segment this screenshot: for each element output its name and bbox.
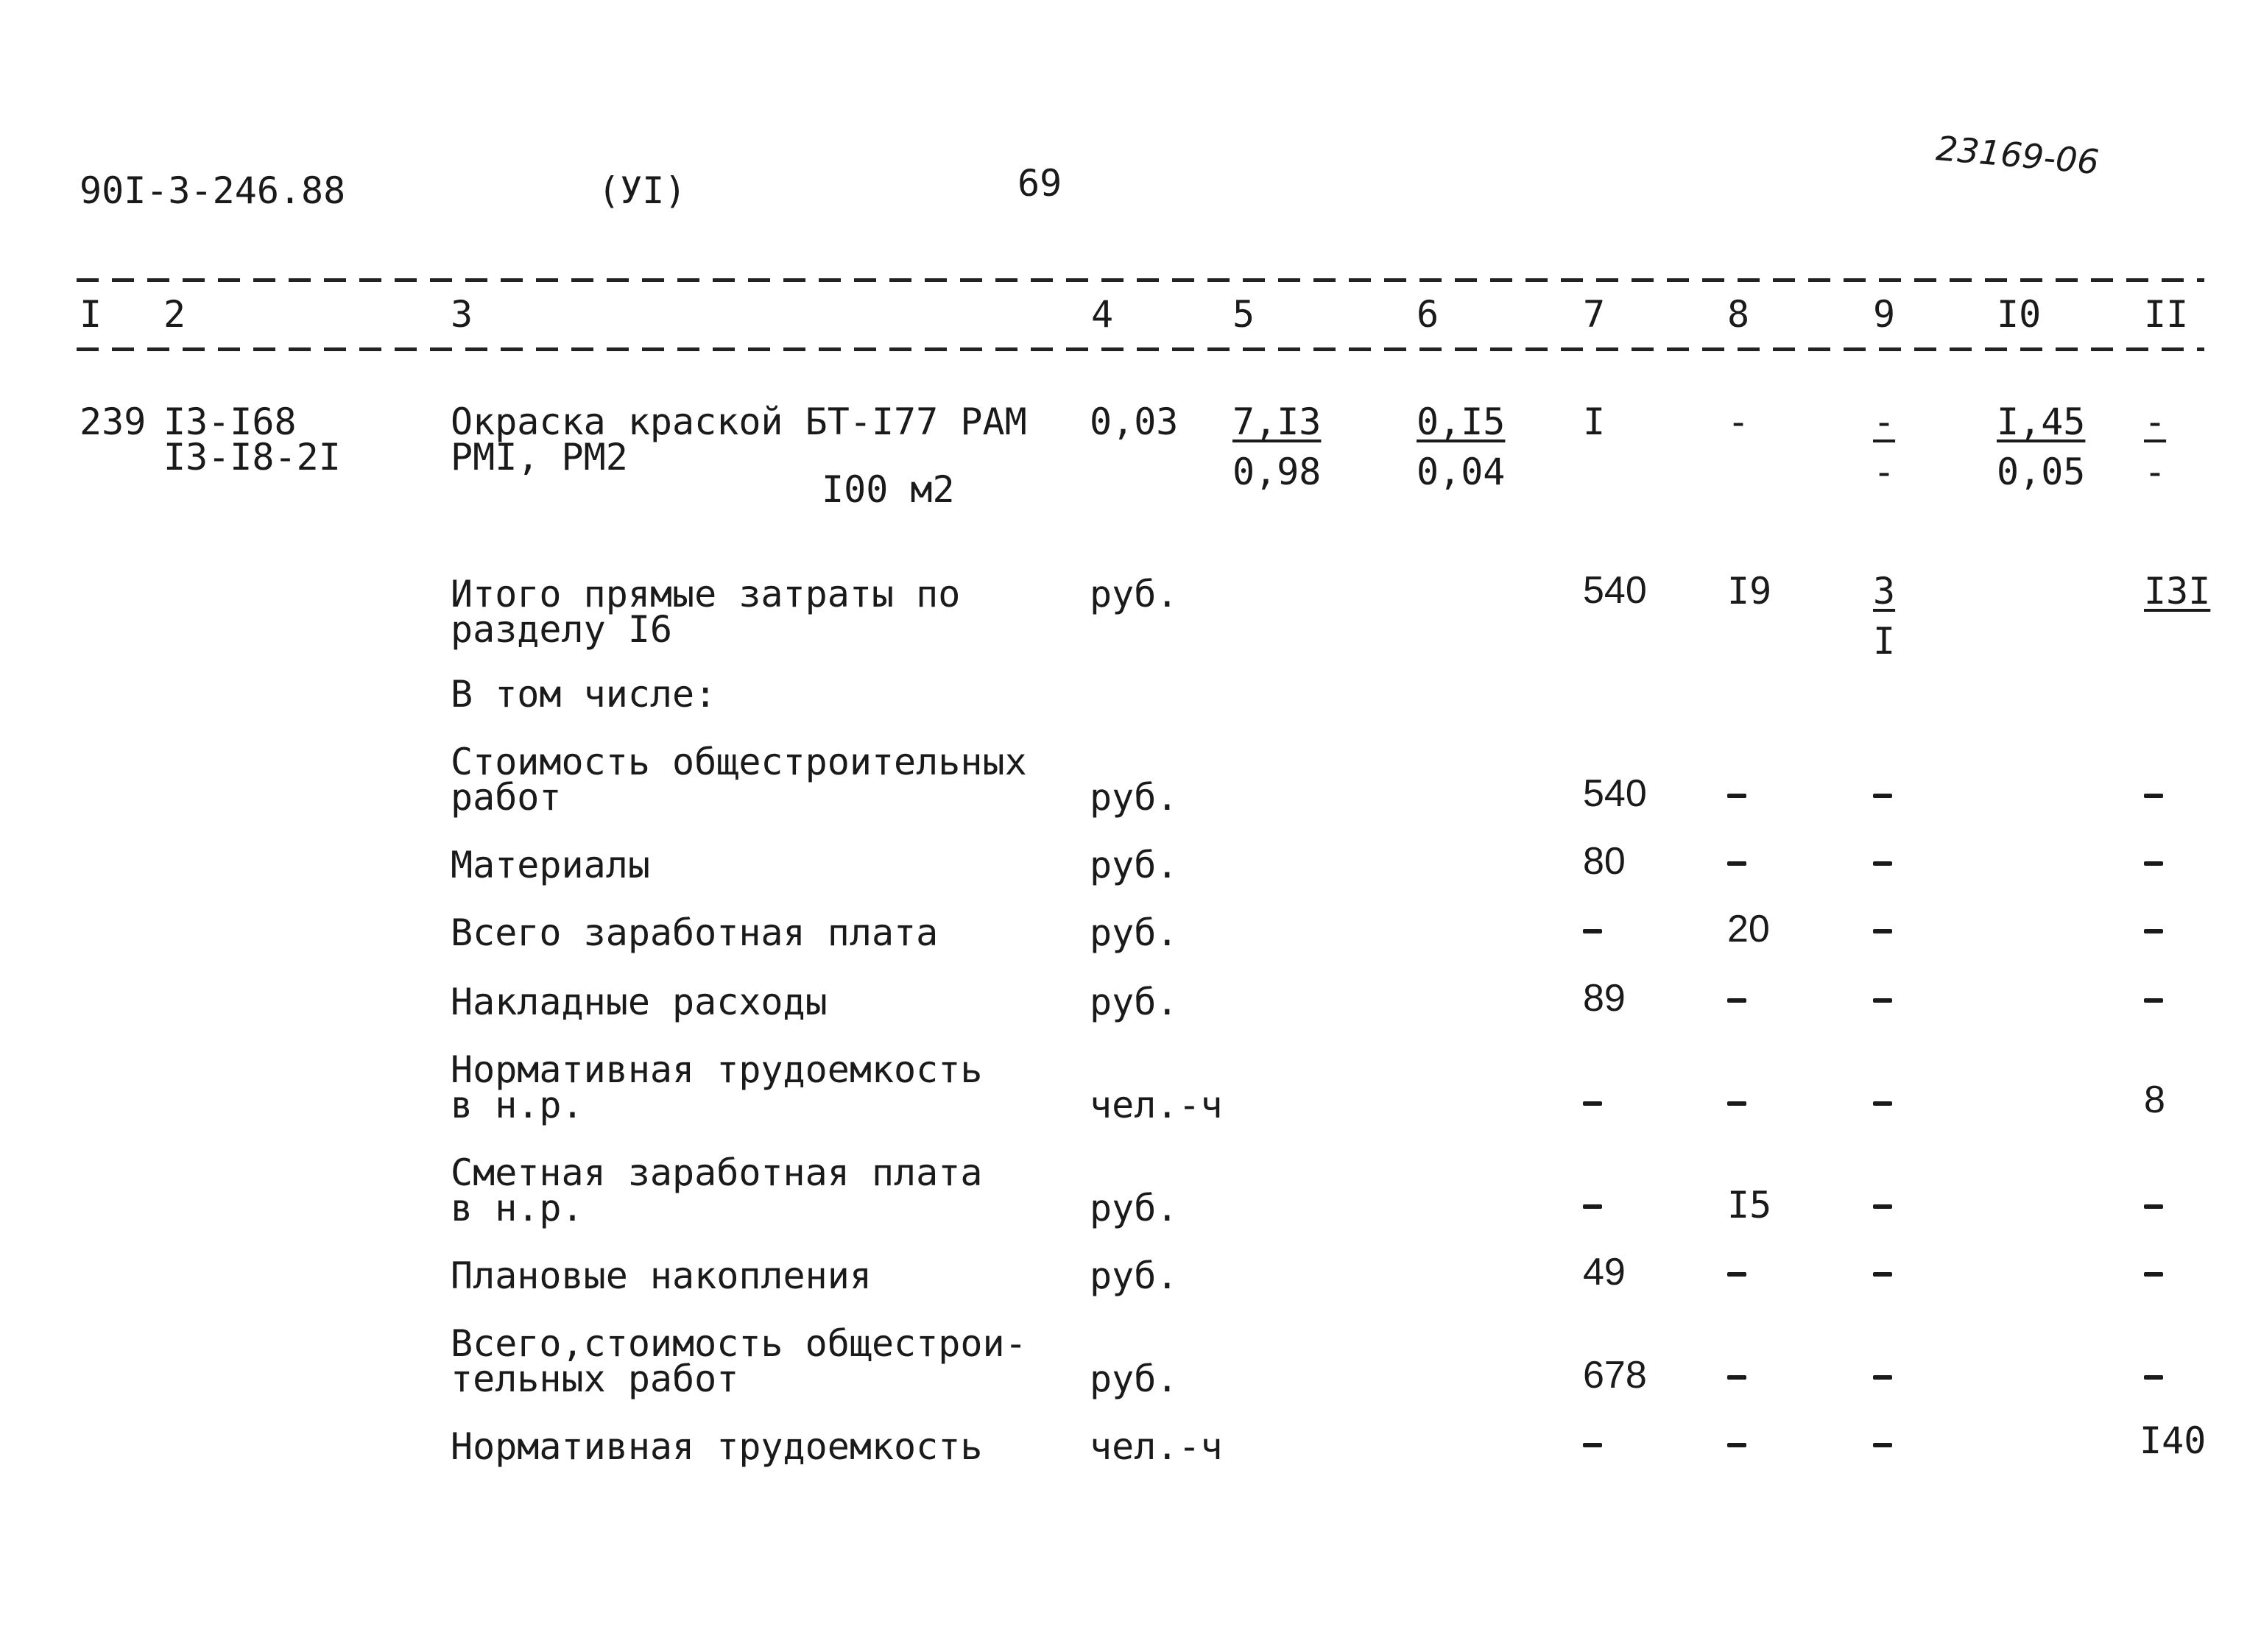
total-col9-top: 3 xyxy=(1873,570,1896,613)
row-6-col11 xyxy=(2144,1204,2163,1209)
row-3-col8: 20 xyxy=(1727,908,1770,950)
row-4-unit: руб. xyxy=(1090,981,1179,1023)
row-8-label-line-1: Всего,стоимость общестрои- xyxy=(451,1322,1027,1365)
row-8-unit: руб. xyxy=(1090,1358,1179,1400)
row-2-unit: руб. xyxy=(1090,844,1179,886)
row-8-col9 xyxy=(1873,1375,1892,1380)
row-3-label: Всего заработная плата xyxy=(451,911,939,954)
row-6-label-line-1: Сметная заработная плата xyxy=(451,1151,983,1194)
row-6-unit: руб. xyxy=(1090,1187,1179,1229)
doc-number: 90I-3-246.88 xyxy=(80,169,346,212)
row-2-label: Материалы xyxy=(451,844,650,886)
header-top-rule xyxy=(77,278,2204,282)
entry-col10-top: I,45 xyxy=(1997,400,2086,443)
row-5-unit: чел.-ч xyxy=(1090,1084,1223,1126)
row-4-label: Накладные расходы xyxy=(451,981,828,1023)
row-2-col11 xyxy=(2144,861,2163,866)
row-8-col7: 678 xyxy=(1583,1354,1647,1397)
row-9-label: Нормативная трудоемкость xyxy=(451,1425,983,1468)
entry-col9-top: - xyxy=(1873,400,1896,443)
row-3-col9 xyxy=(1873,929,1892,933)
entry-col8: - xyxy=(1727,400,1750,443)
total-col8: I9 xyxy=(1727,570,1772,613)
row-8-label-line-2: тельных работ xyxy=(451,1358,739,1400)
row-9-col7 xyxy=(1583,1443,1602,1447)
row-6-col8: I5 xyxy=(1727,1184,1772,1226)
entry-description-line-2: РМI, РМ2 xyxy=(451,436,628,479)
row-1-label-line-2: работ xyxy=(451,776,562,819)
col-header-5: 5 xyxy=(1232,293,1255,336)
row-1-col8 xyxy=(1727,794,1746,798)
row-7-unit: руб. xyxy=(1090,1254,1179,1297)
row-3-unit: руб. xyxy=(1090,911,1179,954)
total-col7: 540 xyxy=(1583,569,1647,612)
col-header-10: I0 xyxy=(1997,293,2042,336)
row-9-col8 xyxy=(1727,1443,1746,1447)
row-5-label-line-1: Нормативная трудоемкость xyxy=(451,1048,983,1091)
col-header-11: II xyxy=(2144,293,2189,336)
col-header-6: 6 xyxy=(1417,293,1439,336)
row-7-col9 xyxy=(1873,1272,1892,1277)
row-1-col11 xyxy=(2144,794,2163,798)
row-9-col11: I40 xyxy=(2140,1419,2207,1462)
col-header-1: I xyxy=(80,293,102,336)
col-header-3: 3 xyxy=(451,293,473,336)
page-number: 69 xyxy=(1017,162,1062,205)
row-5-label-line-2: в н.р. xyxy=(451,1084,584,1126)
col-header-4: 4 xyxy=(1091,293,1114,336)
row-1-col7: 540 xyxy=(1583,772,1647,815)
row-1-label-line-1: Стоимость общестроительных xyxy=(451,741,1027,783)
row-9-unit: чел.-ч xyxy=(1090,1425,1223,1468)
row-2-col8 xyxy=(1727,861,1746,866)
row-5-col8 xyxy=(1727,1101,1746,1106)
total-col9-bottom: I xyxy=(1873,620,1896,663)
header-bottom-rule xyxy=(77,347,2204,351)
entry-description-line-1: Окраска краской БТ-I77 РАМ xyxy=(451,400,1027,443)
row-4-col11 xyxy=(2144,998,2163,1003)
row-6-col9 xyxy=(1873,1204,1892,1209)
row-5-col11: 8 xyxy=(2144,1079,2165,1121)
entry-number: 239 xyxy=(80,400,147,443)
row-6-label-line-2: в н.р. xyxy=(451,1187,584,1229)
entry-col6-top: 0,I5 xyxy=(1417,400,1506,443)
entry-code-2: I3-I8-2I xyxy=(163,436,341,479)
row-9-col9 xyxy=(1873,1443,1892,1447)
row-4-col7: 89 xyxy=(1583,977,1626,1020)
row-2-col9 xyxy=(1873,861,1892,866)
col-header-2: 2 xyxy=(163,293,186,336)
row-3-col7 xyxy=(1583,929,1602,933)
col-header-7: 7 xyxy=(1583,293,1606,336)
col-header-9: 9 xyxy=(1873,293,1896,336)
row-4-col9 xyxy=(1873,998,1892,1003)
row-5-col9 xyxy=(1873,1101,1892,1106)
row-7-col8 xyxy=(1727,1272,1746,1277)
handwritten-stamp: 23169-06 xyxy=(1934,128,2100,183)
total-label-line-2: разделу I6 xyxy=(451,608,673,651)
entry-col6-bottom: 0,04 xyxy=(1417,451,1506,493)
entry-col5-top: 7,I3 xyxy=(1232,400,1322,443)
entry-col5-bottom: 0,98 xyxy=(1232,451,1322,493)
entry-col10-bottom: 0,05 xyxy=(1997,451,2086,493)
row-1-col9 xyxy=(1873,794,1892,798)
row-2-col7: 80 xyxy=(1583,840,1626,883)
row-8-col8 xyxy=(1727,1375,1746,1380)
entry-col7: I xyxy=(1583,400,1606,443)
row-1-unit: руб. xyxy=(1090,776,1179,819)
total-label-line-1: Итого прямые затраты по xyxy=(451,573,961,615)
entry-col4: 0,03 xyxy=(1090,400,1179,443)
total-col11: I3I xyxy=(2144,570,2211,613)
row-7-label: Плановые накопления xyxy=(451,1254,872,1297)
row-8-col11 xyxy=(2144,1375,2163,1380)
including-label: В том числе: xyxy=(451,673,717,716)
entry-col11-bottom: - xyxy=(2144,451,2167,493)
row-5-col7 xyxy=(1583,1101,1602,1106)
row-6-col7 xyxy=(1583,1204,1602,1209)
col-header-8: 8 xyxy=(1727,293,1750,336)
row-4-col8 xyxy=(1727,998,1746,1003)
entry-col9-bottom: - xyxy=(1873,451,1896,493)
entry-col11-top: - xyxy=(2144,400,2167,443)
row-3-col11 xyxy=(2144,929,2163,933)
row-7-col7: 49 xyxy=(1583,1251,1626,1293)
entry-code-1: I3-I68 xyxy=(163,400,297,443)
volume-label: (УI) xyxy=(598,169,687,212)
row-7-col11 xyxy=(2144,1272,2163,1277)
total-unit: руб. xyxy=(1090,573,1179,615)
entry-unit: I00 м2 xyxy=(822,468,955,511)
